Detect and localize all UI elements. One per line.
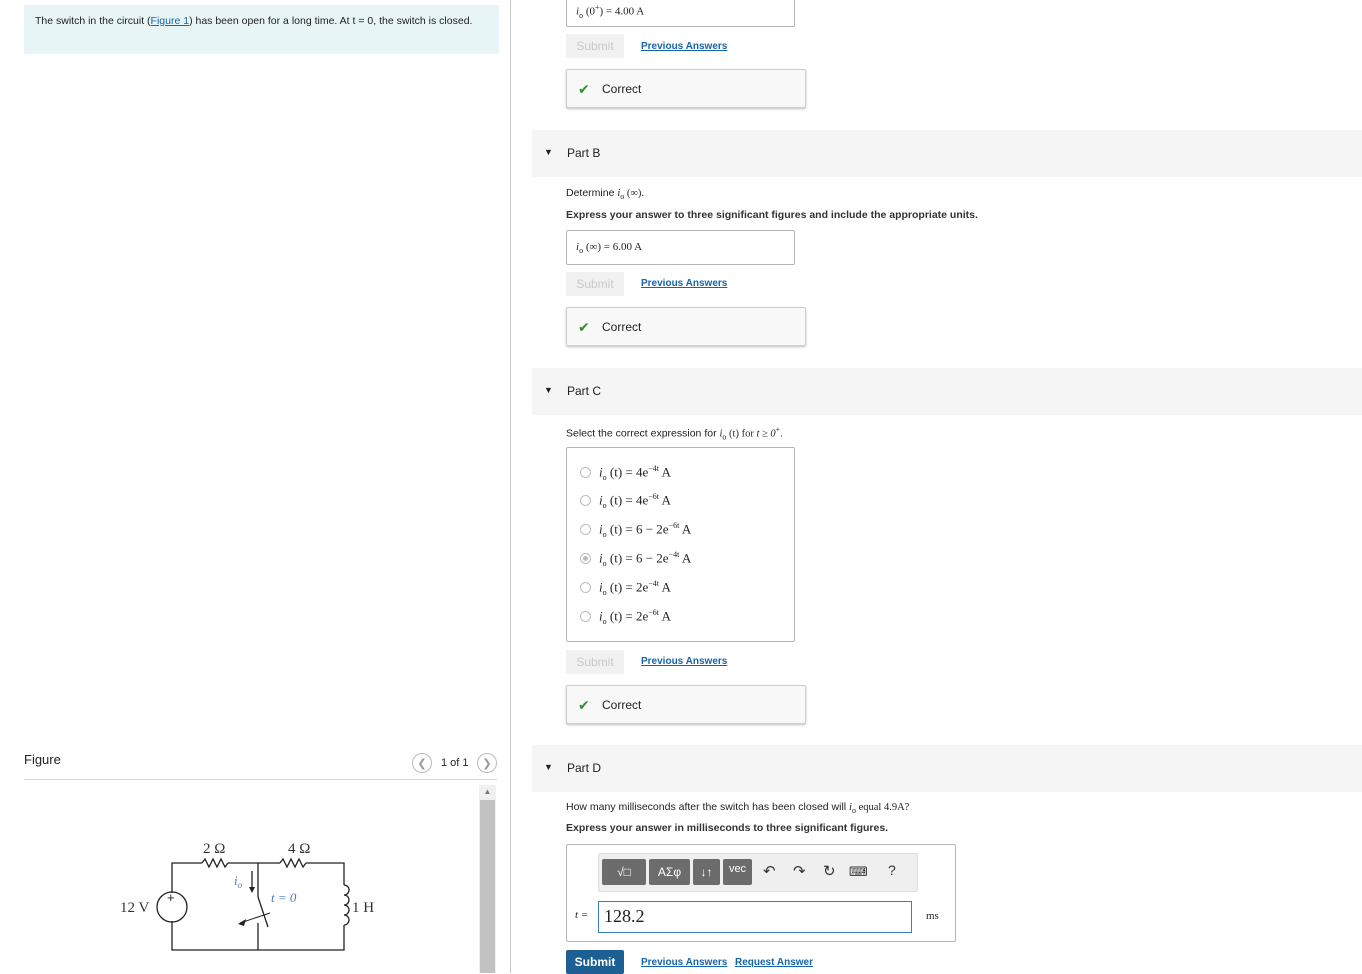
caret-down-icon: ▼ bbox=[544, 385, 553, 395]
reset-icon[interactable]: ↻ bbox=[823, 863, 836, 880]
time-input-label: t = bbox=[575, 909, 589, 921]
option-label: $i_o$ $(t) = 6 - 2e^{-6t}$ A bbox=[599, 521, 692, 539]
math-toolbar bbox=[598, 853, 918, 892]
current-arrowhead bbox=[249, 887, 255, 893]
part-b-value: 6.00 A bbox=[612, 241, 643, 253]
inductor-label: 1 H bbox=[352, 900, 375, 916]
part-c-submit-button: Submit bbox=[566, 650, 624, 674]
redo-icon[interactable]: ↷ bbox=[793, 863, 806, 880]
templates-button[interactable]: √□ bbox=[602, 859, 646, 885]
help-button[interactable]: ? bbox=[888, 862, 896, 878]
part-a-submit-button: Submit bbox=[566, 34, 624, 58]
chevron-right-icon: ❯ bbox=[482, 757, 492, 770]
part-b-header[interactable] bbox=[532, 130, 1362, 177]
part-a-correct-label: Correct bbox=[602, 82, 642, 96]
part-a-answer-box bbox=[566, 0, 795, 27]
pane-divider[interactable] bbox=[510, 0, 511, 973]
part-d-title: Part D bbox=[567, 761, 602, 775]
previous-figure-button[interactable] bbox=[412, 753, 432, 773]
part-d-instruction: Express your answer in milliseconds to three significant figures. bbox=[566, 822, 889, 834]
figure-link[interactable]: Figure 1 bbox=[150, 15, 190, 27]
circuit-diagram bbox=[110, 835, 380, 960]
option-label: $i_o$ $(t) = 4e^{-6t}$ A bbox=[599, 492, 671, 510]
source-plus: + bbox=[167, 890, 175, 905]
option-label: $i_o$ $(t) = 2e^{-6t}$ A bbox=[599, 608, 671, 626]
part-b-instruction: Express your answer to three significant figures and include the appropriate units. bbox=[566, 209, 978, 221]
part-d-previous-answers-link[interactable]: Previous Answers bbox=[641, 957, 728, 968]
part-c-title: Part C bbox=[567, 384, 602, 398]
vector-button[interactable]: vec bbox=[723, 859, 752, 885]
part-d-submit-button[interactable]: Submit bbox=[566, 950, 624, 974]
checkmark-icon: ✔ bbox=[578, 319, 590, 335]
chevron-left-icon: ❮ bbox=[417, 757, 427, 770]
option-label: $i_o$ $(t) = 4e^{-4t}$ A bbox=[599, 464, 671, 482]
radio-button[interactable] bbox=[580, 524, 591, 535]
part-c-previous-answers-link[interactable]: Previous Answers bbox=[641, 656, 728, 667]
r2-label: 4 Ω bbox=[288, 841, 311, 857]
time-answer-input[interactable]: 128.2 bbox=[598, 901, 912, 933]
part-b-answer-box bbox=[566, 230, 795, 265]
caret-down-icon: ▼ bbox=[544, 147, 553, 157]
part-c-correct-label: Correct bbox=[602, 698, 642, 712]
part-a-previous-answers-link[interactable]: Previous Answers bbox=[641, 41, 728, 52]
next-figure-button[interactable] bbox=[477, 753, 497, 773]
current-label: $i_o$ bbox=[234, 873, 243, 890]
radio-button[interactable] bbox=[580, 495, 591, 506]
undo-icon[interactable]: ↶ bbox=[763, 863, 776, 880]
unit-label: ms bbox=[926, 910, 939, 922]
subscript-superscript-button[interactable]: ↓↑ bbox=[693, 859, 720, 885]
part-b-correct-label: Correct bbox=[602, 320, 642, 334]
switch-label: t = 0 bbox=[271, 890, 297, 905]
part-c-header[interactable] bbox=[532, 368, 1362, 415]
request-answer-link[interactable]: Request Answer bbox=[735, 957, 813, 968]
keyboard-icon[interactable]: ⌨ bbox=[849, 864, 868, 879]
part-b-question: Determine $i_o$ (∞). bbox=[566, 187, 645, 202]
part-d-header[interactable] bbox=[532, 745, 1362, 792]
figure-divider bbox=[24, 779, 497, 780]
greek-symbols-button[interactable]: ΑΣφ bbox=[649, 859, 690, 885]
inductor-1h bbox=[344, 885, 349, 925]
resistor-4ohm bbox=[280, 859, 306, 867]
r1-label: 2 Ω bbox=[203, 841, 226, 857]
option-label: $i_o$ $(t) = 6 - 2e^{-4t}$ A bbox=[599, 550, 692, 568]
caret-down-icon: ▼ bbox=[544, 762, 553, 772]
option-label: $i_o$ $(t) = 2e^{-4t}$ A bbox=[599, 579, 671, 597]
radio-button[interactable] bbox=[580, 467, 591, 478]
part-a-feedback bbox=[566, 69, 806, 108]
radio-button[interactable] bbox=[580, 611, 591, 622]
part-b-title: Part B bbox=[567, 146, 601, 160]
part-a-answer: $i_o$ (0+) = 4.00 A bbox=[576, 3, 645, 20]
checkmark-icon: ✔ bbox=[578, 697, 590, 713]
scroll-up-icon[interactable]: ▲ bbox=[483, 787, 492, 796]
part-d-question: How many milliseconds after the switch has been closed will $i_o$ equal 4.9A? bbox=[566, 801, 910, 816]
wire-top-right bbox=[306, 863, 344, 885]
switch-arrowhead bbox=[238, 919, 246, 926]
source-label: 12 V bbox=[120, 900, 150, 916]
radio-button[interactable] bbox=[580, 582, 591, 593]
figure-title: Figure bbox=[24, 752, 61, 767]
scrollbar-thumb[interactable] bbox=[480, 800, 495, 973]
figure-pager: 1 of 1 bbox=[441, 757, 469, 769]
part-c-question: Select the correct expression for $i_o$ (t) for t ≥ 0+. bbox=[566, 425, 784, 442]
radio-button-selected[interactable] bbox=[580, 553, 591, 564]
checkmark-icon: ✔ bbox=[578, 81, 590, 97]
part-b-answer: $i_o$ (∞) = 6.00 A bbox=[576, 241, 643, 256]
part-b-previous-answers-link[interactable]: Previous Answers bbox=[641, 278, 728, 289]
part-b-submit-button: Submit bbox=[566, 272, 624, 296]
problem-statement bbox=[24, 5, 499, 54]
problem-text-after: ) has been open for a long time. At t = 0, the switch is closed. bbox=[189, 15, 473, 27]
wire-left-top bbox=[172, 863, 202, 893]
problem-text-before: The switch in the circuit ( bbox=[35, 15, 151, 27]
resistor-2ohm bbox=[202, 859, 228, 867]
part-b-feedback bbox=[566, 307, 806, 346]
switch-blade bbox=[258, 897, 268, 927]
part-a-value: 4.00 A bbox=[614, 5, 645, 18]
part-c-feedback bbox=[566, 685, 806, 724]
